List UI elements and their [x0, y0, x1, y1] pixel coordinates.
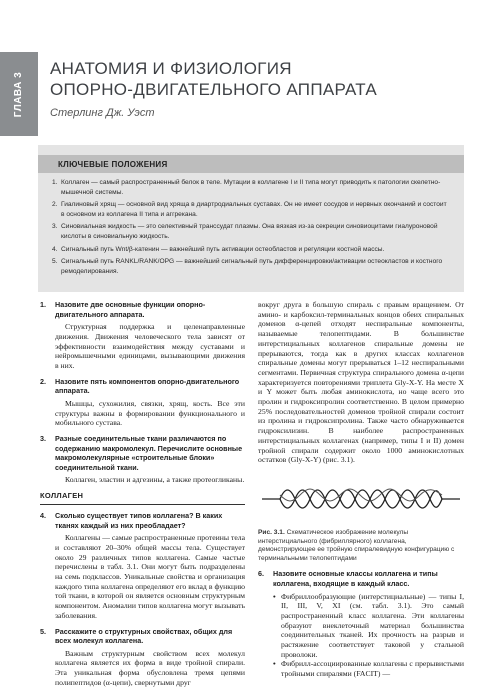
question-5 [40, 627, 245, 646]
key-point-item [52, 178, 450, 197]
bullet-marker: • [273, 659, 276, 669]
chapter-author: Стерлинг Дж. Уэст [50, 107, 155, 119]
bullet-item [258, 592, 464, 660]
figure-caption [258, 529, 464, 563]
figure-caption-label: Рис. 3.1. [258, 528, 285, 536]
key-points-box [38, 145, 464, 292]
key-point-text: Синовиальная жидкость — это селективный транссудат плазмы. Она вязкая из-за секреции синовиоцитами гиалуроновой кислоты в синовиальную жидкость. [61, 223, 438, 240]
answer-1: Структурная поддержка и целенаправленные движения. Движения человеческого тела зависят от эффективности взаимодействия между суставами и нейромышечными единицами, вызывающими движения в них. [55, 322, 245, 370]
bullet-marker: • [273, 591, 276, 601]
chapter-tab-label: ГЛАВА 3 [13, 71, 25, 117]
right-column [258, 300, 464, 679]
answer-4: Коллагены — самые распространенные протеины тела и составляют 20–30% общей массы тела. Существует около 29 различных типов коллагена. Самые частые перечислены в табл. 3.1. Они могут быть подразделены на семь подклассов. Уникальные свойства и организация каждого типа коллагена определяют его вклад в функцию той ткани, в которой он является основным структурным компонентом. Аномалии типов коллагена могут вызывать заболевания. [55, 533, 245, 620]
chapter-title-line2: ОПОРНО-ДВИГАТЕЛЬНОГО АППАРАТА [50, 80, 378, 99]
left-column [40, 300, 245, 688]
chapter-title-block [50, 58, 470, 119]
collagen-triple-helix-figure [258, 473, 464, 525]
figure-caption-text: Схематическое изображение молекулы интерстициального (фибриллярного) коллагена, демонстрирующее ее тройную спиралевидную конфигурацию с терминальными телопептидами [258, 528, 455, 562]
question-number: 1. [40, 300, 46, 309]
triple-helix-illustration [258, 473, 464, 525]
answer-5: Важным структурным свойством всех молекул коллагена является их форма в виде тройной спирали. Эта уникальная форма обусловлена тремя цепями полипептидов (α-цепи), свернутыми друг [55, 648, 245, 687]
section-title: КОЛЛАГЕН [40, 491, 84, 501]
question-4 [40, 511, 245, 530]
question-text: Сколько существует типов коллагена? В каких тканях каждый из них преобладает? [55, 511, 223, 530]
chapter-tab [0, 52, 38, 136]
question-number: 5. [40, 626, 46, 636]
key-point-item [52, 222, 450, 241]
section-divider [40, 504, 245, 505]
question-text: Назовите пять компонентов опорно-двигательного аппарата. [55, 376, 240, 396]
question-1 [40, 300, 245, 319]
key-point-item [52, 245, 450, 255]
chapter-title-line1: АНАТОМИЯ И ФИЗИОЛОГИЯ [50, 59, 292, 78]
answer-2: Мышцы, сухожилия, связки, хрящ, кость. Все эти структуры важны в формировании функционального и мобильного сустава. [55, 398, 245, 428]
key-point-number: 2. [52, 201, 58, 209]
key-points-heading: КЛЮЧЕВЫЕ ПОЛОЖЕНИЯ [58, 159, 168, 169]
key-point-text: Коллаген — самый распространенный белок в теле. Мутации в коллагене I и II типа могут приводить к патологии скелетно-мышечной системы. [61, 179, 441, 196]
key-point-number: 1. [52, 179, 58, 186]
question-text: Назовите две основные функции опорно-двигательного аппарата. [55, 300, 206, 319]
question-3 [40, 434, 245, 472]
key-point-text: Сигнальный путь RANKL/RANK/OPG — важнейший сигнальный путь дифференцировки/активации остеокластов и костного ремоделирования. [61, 258, 443, 275]
bullet-text: Фибриллообразующие (интерстициальные) — типы I, II, III, V, XI (см. табл. 3.1). Это самый распространенный класс коллагена. Эти коллагены образуют внеклеточный материал большинства соединительных тканей. Их прочность на разрыв и растяжение соответствует таковой у стальной проволоки. [281, 591, 464, 659]
key-point-number: 4. [52, 245, 58, 253]
question-number: 6. [258, 569, 264, 579]
question-text: Назовите основные классы коллагена и типы коллагена, входящие в каждый класс. [273, 569, 438, 588]
question-number: 4. [40, 511, 46, 521]
key-point-text: Сигнальный путь Wnt/β-катенин — важнейший путь активации остеобластов и регуляции костной массы. [61, 245, 385, 253]
key-point-text: Гиалиновый хрящ — основной вид хряща в диартродиальных суставах. Он не имеет сосудов и нервных окончаний и состоит в основном из коллагена II типа и аггрекана. [61, 201, 447, 218]
bullet-item [258, 659, 464, 678]
question-text: Расскажите о структурных свойствах, общих для всех молекул коллагена. [55, 626, 233, 646]
key-point-item [52, 200, 450, 219]
question-6 [258, 569, 464, 588]
key-point-item [52, 257, 450, 276]
key-point-number: 5. [52, 258, 58, 266]
key-points-heading-bar [38, 155, 464, 173]
answer-3: Коллаген, эластин и адгезины, а также протеогликаны. [65, 475, 245, 485]
question-number: 3. [40, 434, 46, 443]
question-number: 2. [40, 376, 46, 386]
question-text: Разные соединительные ткани различаются по содержанию макромолекул. Перечислите основные макромолекулярные «строительные блоки» соединительной ткани. [55, 434, 243, 472]
key-point-number: 3. [52, 223, 58, 231]
answer-5-continued: вокруг друга в большую спираль с правым вращением. От амино- и карбоксил-терминальных концов обеих спиральных доменов α-цепей отходят неспиральные компоненты, называемые телопептидами. В большинстве интерстициальных коллагенов спиральные домены не прерываются, тогда как в других классах коллагенов спиральные домены могут прерываться 1–12 неспиральными сегментами. Первичная структура спирального домена α-цепи характеризуется повторениями триплета Gly-X-Y. На месте X и Y может быть любая аминокислота, но чаще всего это пролин и гидроксипролин соответственно. В целом примерно 25% последовательностей доменов тройной спирали состоит из пролина и гидроксипролина. Также часто обнаруживается гидроксилизин. В наиболее распространенных интерстициальных коллагенах (например, типы I и II) домен тройной спирали содержит около 1000 аминокислотных остатков (Gly-X-Y) (рис. 3.1). [258, 300, 464, 465]
bullet-text: Фибрилл-ассоциированные коллагены с прерывистыми тройными спиралями (FACIT) — [281, 659, 464, 679]
question-2 [40, 377, 245, 396]
key-points-list [38, 173, 464, 276]
